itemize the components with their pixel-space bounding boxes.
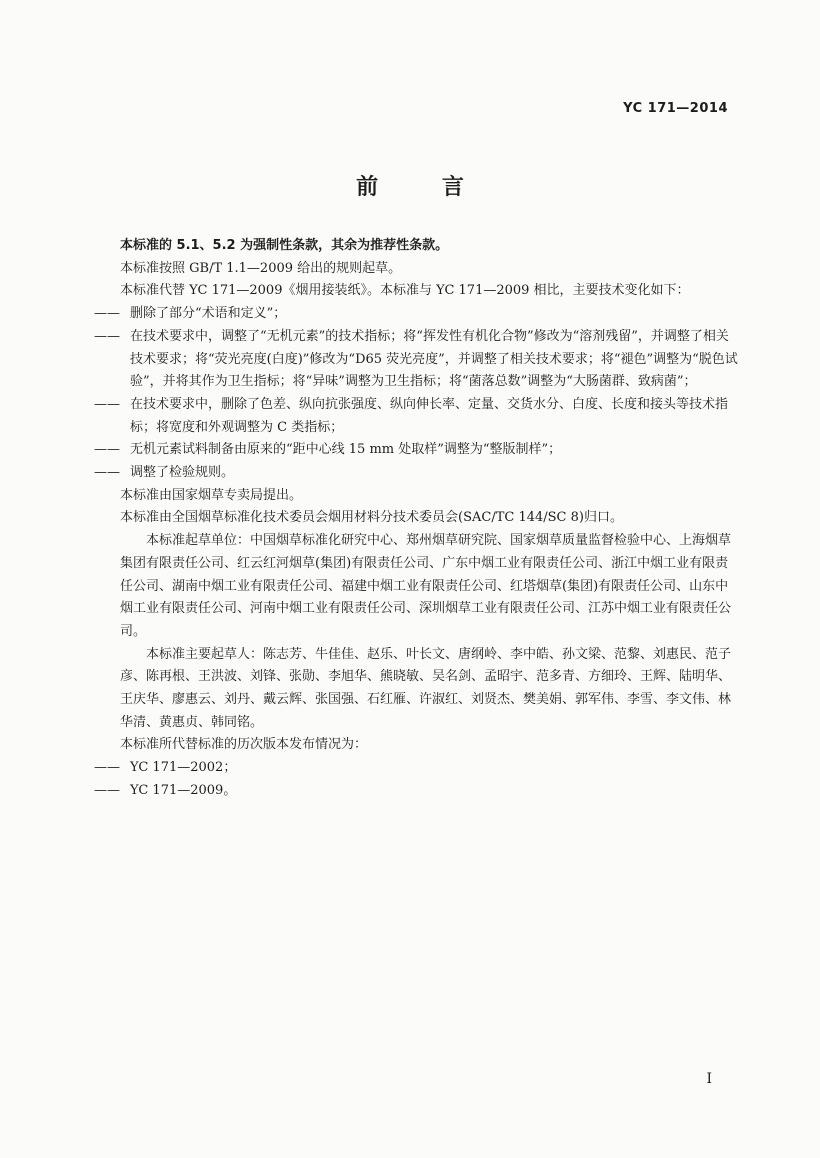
list-item-text: 无机元素试料制备由原来的“距中心线 15 mm 处取样”调整为“整版制样”； [130,442,562,458]
document-code: YC 171—2014 [623,101,728,116]
list-dash: —— [94,782,120,798]
list-dash: —— [94,442,120,458]
history-list [94,757,738,802]
paragraph-mandatory-clauses: 本标准的 5.1、5.2 为强制性条款，其余为推荐性条款。 [120,238,449,253]
paragraph-technical-committee: 本标准由全国烟草标准化技术委员会烟用材料分技术委员会(SAC/TC 144/SC 8)归口。 [120,510,623,526]
list-item [94,326,738,394]
list-item [94,303,738,326]
list-dash: —— [94,328,120,344]
page-number: I [706,1071,712,1087]
list-item [94,439,738,462]
paragraph-replacement: 本标准代替 YC 171—2009《烟用接装纸》。本标准与 YC 171—2009 相比，主要技术变化如下： [120,283,690,299]
changes-list [94,303,738,485]
list-dash: —— [94,306,120,322]
paragraph-drafting-units: 本标准起草单位：中国烟草标准化研究中心、郑州烟草研究院、国家烟草质量监督检验中心、上海烟草集团有限责任公司、红云红河烟草(集团)有限责任公司、广东中烟工业有限责任公司、浙江中烟工业有限责任公司、湖南中烟工业有限责任公司、福建中烟工业有限责任公司、红塔烟草(集团)有限责任公司、山东中烟工业有限责任公司、河南中烟工业有限责任公司、深圳烟草工业有限责任公司、江苏中烟工业有限责任公司。 [120,533,732,639]
list-dash: —— [94,396,120,412]
list-item-text: YC 171—2002； [130,760,237,776]
foreword-body [94,235,738,803]
list-item-text: 在技术要求中，调整了“无机元素”的技术指标；将“挥发性有机化合物”修改为“溶剂残留”，并调整了相关技术要求；将“荧光亮度(白度)”修改为“D65 荧光亮度”，并调整了相关技术要求；将“褪色”调整为“脱色试验”，并将其作为卫生指标；将“异味”调整为卫生指标；将“菌落总数”调整为“大肠菌群、致病菌”； [130,328,738,390]
page-title: 前 言 [356,175,492,200]
list-item [94,780,738,803]
list-item-text: 删除了部分“术语和定义”； [130,306,287,322]
list-item-text: 在技术要求中，删除了色差、纵向抗张强度、纵向伸长率、定量、交货水分、白度、长度和接头等技术指标；将宽度和外观调整为 C 类指标； [130,396,729,435]
paragraph-drafters: 本标准主要起草人：陈志芳、牛佳佳、赵乐、叶长文、唐纲岭、李中皓、孙文梁、范黎、刘惠民、范子彦、陈再根、王洪波、刘锋、张勋、李旭华、熊晓敏、吴名剑、孟昭宇、范多青、方细玲、王辉、陆明华、王庆华、廖惠云、刘丹、戴云辉、张国强、石红雁、许淑红、刘贤杰、樊美娟、郭军伟、李雪、李文伟、林华清、黄惠贞、韩同铭。 [120,646,732,730]
list-dash: —— [94,465,120,481]
list-dash: —— [94,760,120,776]
list-item-text: YC 171—2009。 [130,782,237,798]
list-item [94,394,738,439]
paragraph-proposer: 本标准由国家烟草专卖局提出。 [120,487,303,503]
list-item-text: 调整了检验规则。 [130,465,235,481]
paragraph-drafting-rules: 本标准按照 GB/T 1.1—2009 给出的规则起草。 [120,260,402,276]
paragraph-history-intro: 本标准所代替标准的历次版本发布情况为： [120,737,368,753]
list-item [94,757,738,780]
list-item [94,462,738,485]
